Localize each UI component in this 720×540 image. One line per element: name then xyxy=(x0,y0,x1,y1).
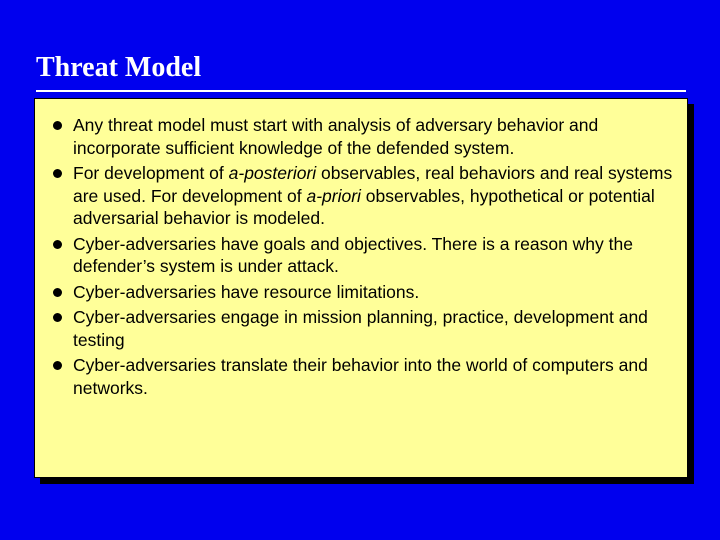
bullet-dot-icon xyxy=(53,288,62,297)
bullet-item xyxy=(49,306,679,351)
bullet-text-part: observables, hypothetical or potential adversarial behavior is modeled. xyxy=(73,185,655,228)
title-underline xyxy=(36,90,686,92)
bullet-text: Any threat model must start with analysis of adversary behavior and incorporate sufficient knowledge of the defended system. xyxy=(73,115,599,158)
bullet-item xyxy=(49,233,679,278)
bullet-emphasis: a-priori xyxy=(306,185,361,206)
bullet-dot-icon xyxy=(53,361,62,370)
bullet-item xyxy=(49,162,679,230)
bullet-text-part: For development of xyxy=(73,163,229,183)
bullet-dot-icon xyxy=(53,313,62,322)
content-box xyxy=(34,98,688,478)
bullet-text: Cyber-adversaries engage in mission planning, practice, development and testing xyxy=(73,307,648,350)
bullet-list xyxy=(49,114,679,402)
bullet-text-part: observables, real behaviors and real systems are used. For development of xyxy=(73,163,673,206)
bullet-item xyxy=(49,354,679,399)
bullet-dot-icon xyxy=(53,240,62,249)
bullet-text: Cyber-adversaries have resource limitations. xyxy=(73,281,420,302)
bullet-dot-icon xyxy=(53,169,62,178)
bullet-item xyxy=(49,281,679,304)
bullet-text: Cyber-adversaries have goals and objectives. There is a reason why the defender’s system is under attack. xyxy=(73,233,633,276)
bullet-dot-icon xyxy=(53,121,62,130)
slide-title: Threat Model xyxy=(36,52,202,83)
bullet-text: Cyber-adversaries translate their behavior into the world of computers and networks. xyxy=(73,355,648,398)
bullet-item xyxy=(49,114,679,159)
bullet-emphasis: a-posteriori xyxy=(228,163,317,183)
